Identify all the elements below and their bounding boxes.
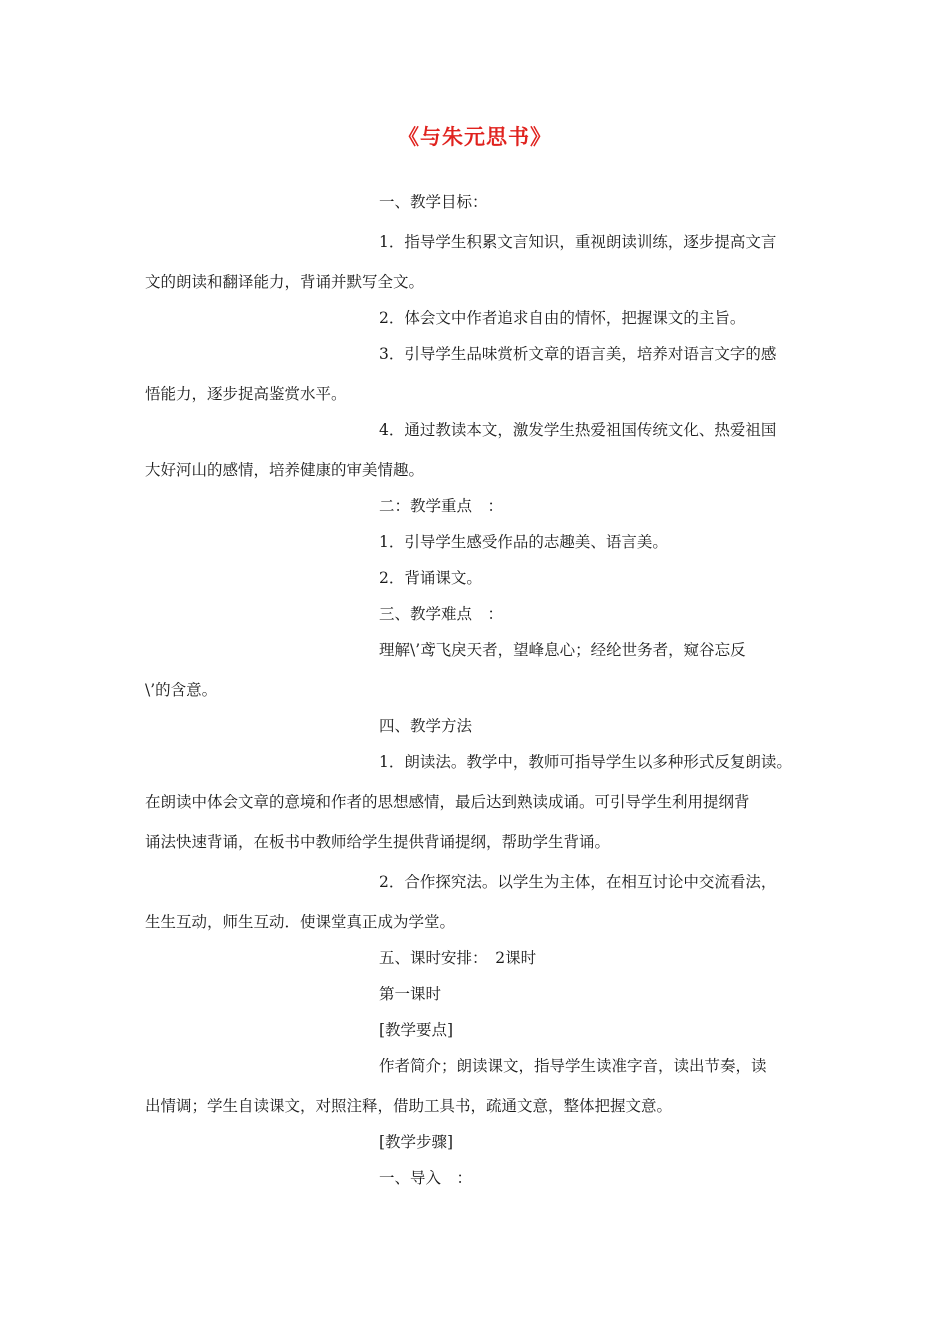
section-heading-difficulties: 三、教学难点 ： xyxy=(379,605,504,623)
section-heading-key-points: 二：教学重点 ： xyxy=(379,497,504,515)
paragraph-line: 悟能力，逐步捉高鉴赏水平。 xyxy=(145,385,347,403)
section-heading-lesson-steps: [教学步骤] xyxy=(379,1133,454,1151)
paragraph-line: 诵法快速背诵，在板书中教师给学生提供背诵提纲，帮助学生背诵。 xyxy=(145,833,611,851)
paragraph-line: 文的朗读和翻译能力，背诵并默写全文。 xyxy=(145,273,425,291)
paragraph-line: 大好河山的感情，培养健康的审美情趣。 xyxy=(145,461,425,479)
paragraph-line: 生生互动，师生互动．使课堂真正成为学堂。 xyxy=(145,913,456,931)
section-heading-methods: 四、教学方法 xyxy=(379,717,473,735)
paragraph-line: 在朗读中体会文章的意境和作者的思想感情，最后达到熟读成诵。可引导学生利用提纲背 xyxy=(145,793,750,811)
document-body xyxy=(145,188,825,1192)
section-heading-schedule: 五、课时安排： 2课时 xyxy=(379,949,537,967)
paragraph-line: 4．通过教读本文，激发学生热爱祖国传统文化、热爱祖国 xyxy=(379,421,777,439)
paragraph-line: 出情调；学生自读课文，对照注释，借助工具书，疏通文意，整体把握文意。 xyxy=(145,1097,673,1115)
document-title: 《与朱元思书》 xyxy=(398,125,552,149)
section-heading-objectives: 一、教学目标： xyxy=(379,193,488,211)
section-heading-introduction: 一、导入 ： xyxy=(379,1169,473,1187)
paragraph-line: 2．体会文中作者追求自由的情怀，把握课文的主旨。 xyxy=(379,309,746,327)
section-heading-first-lesson: 第一课时 xyxy=(379,985,442,1003)
paragraph-line: \’的含意。 xyxy=(145,681,218,699)
paragraph-line: 2．合作探究法。以学生为主体，在相互讨论中交流看法， xyxy=(379,873,777,891)
paragraph-line: 3．引导学生品味赏析文章的语言美，培养对语言文字的感 xyxy=(379,345,777,363)
paragraph-line: 1．指导学生积累文言知识，重视朗读训练，逐步提高文言 xyxy=(379,233,777,251)
paragraph-line: 作者简介；朗读课文，指导学生读准字音，读出节奏，读 xyxy=(379,1057,767,1075)
paragraph-line: 1．朗读法。教学中，教师可指导学生以多种形式反复朗读。 xyxy=(379,753,792,771)
section-heading-lesson-points: [教学要点] xyxy=(379,1021,454,1039)
paragraph-line: 理解\’鸢飞戾天者，望峰息心；经纶世务者，窥谷忘反 xyxy=(379,641,746,659)
paragraph-line: 2．背诵课文。 xyxy=(379,569,482,587)
paragraph-line: 1．引导学生感受作品的志趣美、语言美。 xyxy=(379,533,668,551)
